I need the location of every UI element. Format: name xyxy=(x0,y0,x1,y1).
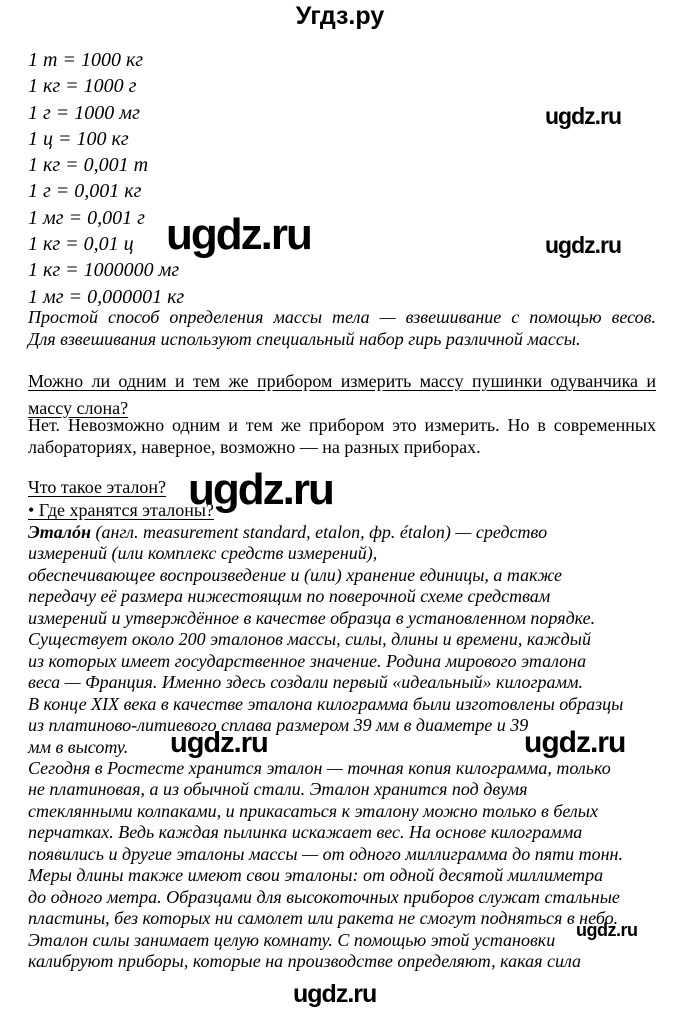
page-title: Угдз.ру xyxy=(295,2,385,30)
weighing-paragraph xyxy=(28,306,656,350)
conversion-line: 1 ц = 100 кг xyxy=(28,127,129,150)
watermark: ugdz.ru xyxy=(524,726,626,759)
text-line xyxy=(28,522,656,543)
text-line: лабораториях, наверное, возможно — на разных приборах. xyxy=(28,436,481,457)
text-line: Сегодня в Ростесте хранится эталон — точная копия килограмма, только xyxy=(28,757,611,778)
conversion-line: 1 мг = 0,001 г xyxy=(28,206,145,229)
text-line: появились и другие эталоны массы — от одного миллиграмма до пяти тонн. xyxy=(28,843,623,864)
watermark: ugdz.ru xyxy=(188,465,333,514)
conversion-line: 1 кг = 0,01 ц xyxy=(28,233,134,256)
text-line: передачу её размера нижестоящим по поверочной схеме средствам xyxy=(28,586,551,607)
etalon-lead-word: Эталóн xyxy=(28,522,91,542)
conversion-line: 1 кг = 1000000 мг xyxy=(28,259,180,282)
question-dandelion-elephant xyxy=(28,368,656,421)
text-line: Существует около 200 эталонов массы, силы, длины и времени, каждый xyxy=(28,629,591,650)
text-line: пластины, без которых ни самолет или ракета не смогут подняться в небо. xyxy=(28,908,619,929)
text-line: калибруют приборы, которые на производстве определяют, какая сила xyxy=(28,951,582,972)
conversion-line: 1 кг = 0,001 т xyxy=(28,154,149,177)
conversion-line: 1 мг = 0,000001 кг xyxy=(28,285,185,308)
conversion-line: 1 кг = 1000 г xyxy=(28,75,137,98)
etalon-line1-rest: (англ. measurement standard, etalon, фр. étalon) — средство xyxy=(90,522,548,542)
text-line: В конце XIX века в качестве эталона килограмма были изготовлены образцы xyxy=(28,693,624,714)
text-line: из которых имеет государственное значение. Родина мирового эталона xyxy=(28,650,587,671)
text-line: Для взвешивания используют специальный набор гирь различной массы. xyxy=(28,329,581,349)
heading-where-stored: • Где хранятся эталоны? xyxy=(28,500,214,520)
text-line: обеспечивающее воспроизведение и (или) хранение единицы, а также xyxy=(28,564,563,585)
question-line: Можно ли одним и тем же прибором измерить массу пушинки одуванчика и xyxy=(28,371,656,391)
text-line: Эталон силы занимает целую комнату. С помощью этой установки xyxy=(28,929,556,950)
question-line: массу слона? xyxy=(28,397,129,418)
unit-conversion-list xyxy=(28,47,184,310)
text-line: Меры длины также имеют свои эталоны: от одной десятой миллиметра xyxy=(28,865,604,886)
watermark: ugdz.ru xyxy=(545,232,622,258)
conversion-line: 1 г = 0,001 кг xyxy=(28,180,142,203)
text-line: Простой способ определения массы тела — взвешивание с помощью весов. xyxy=(28,307,656,327)
heading-what-is-etalon: Что такое эталон? xyxy=(28,477,167,497)
watermark: ugdz.ru xyxy=(166,210,311,259)
text-line: измерений и утверждённое в качестве образца в установленном порядке. xyxy=(28,607,596,628)
watermark: ugdz.ru xyxy=(170,727,268,759)
text-line: из платиново-литиевого сплава размером 39 мм в диаметре и 39 xyxy=(28,715,529,736)
text-line: измерений (или комплекс средств измерений), xyxy=(28,543,378,564)
conversion-line: 1 г = 1000 мг xyxy=(28,101,140,124)
text-line: веса — Франция. Именно здесь создали первый «идеальный» килограмм. xyxy=(28,672,584,693)
text-line: стеклянными колпаками, и прикасаться к эталону можно только в белых xyxy=(28,800,598,821)
conversion-line: 1 т = 1000 кг xyxy=(28,49,144,71)
text-line: мм в высоту. xyxy=(28,736,129,757)
text-line: Нет. Невозможно одним и тем же прибором это измерить. Но в современных xyxy=(28,415,656,435)
text-line: не платиновая, а из обычной стали. Эталон хранится под двумя xyxy=(28,779,528,800)
watermark: ugdz.ru xyxy=(545,103,622,129)
text-line: до одного метра. Образцами для высокоточных приборов служат стальные xyxy=(28,886,620,907)
answer-paragraph xyxy=(28,415,656,459)
watermark: ugdz.ru xyxy=(293,980,377,1008)
watermark: ugdz.ru xyxy=(576,920,638,940)
text-line: перчатках. Ведь каждая пылинка искажает вес. На основе килограмма xyxy=(28,822,583,843)
